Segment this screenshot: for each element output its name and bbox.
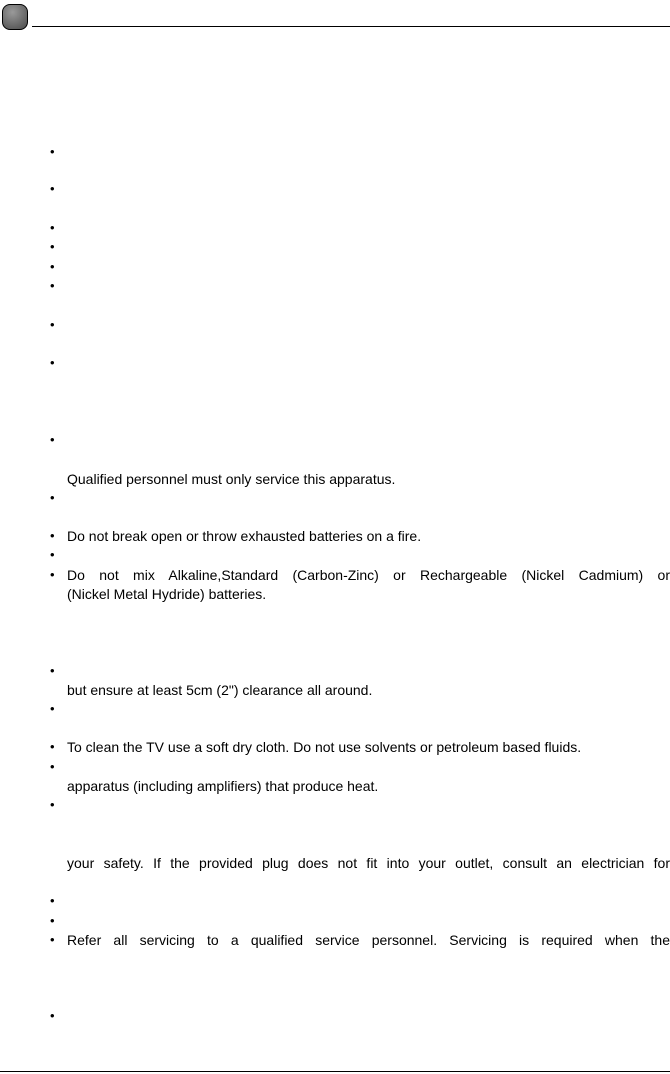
page-corner-icon bbox=[2, 4, 28, 30]
text-line bbox=[0, 777, 670, 795]
bullet: • bbox=[50, 1008, 55, 1023]
bullet: • bbox=[50, 759, 55, 774]
text-line bbox=[0, 854, 670, 872]
bullet: • bbox=[50, 547, 55, 562]
bullet: • bbox=[50, 701, 55, 716]
list-item bbox=[0, 354, 670, 372]
list-item bbox=[0, 892, 670, 910]
list-item bbox=[0, 258, 670, 276]
batteries-mix-text: Do not mix Alkaline,Standard (Carbon-Zinc) or Rechargeable (Nickel Cadmium) or bbox=[67, 567, 670, 583]
header-rule bbox=[32, 26, 670, 27]
text-line bbox=[0, 470, 670, 488]
bullet: • bbox=[50, 355, 55, 370]
qualified-personnel-text: Qualified personnel must only service this apparatus. bbox=[67, 471, 396, 487]
bullet: • bbox=[50, 528, 55, 543]
list-item bbox=[0, 219, 670, 237]
list-item bbox=[0, 316, 670, 334]
bullet: • bbox=[50, 259, 55, 274]
bullet: • bbox=[50, 663, 55, 678]
heat-apparatus-text: apparatus (including amplifiers) that produce heat. bbox=[67, 778, 379, 794]
bullet: • bbox=[50, 432, 55, 447]
list-item bbox=[0, 662, 670, 680]
list-item bbox=[0, 238, 670, 256]
bullet: • bbox=[50, 913, 55, 928]
bullet: • bbox=[50, 181, 55, 196]
batteries-mix-text-cont: (Nickel Metal Hydride) batteries. bbox=[67, 586, 267, 602]
batteries-fire-text: Do not break open or throw exhausted batteries on a fire. bbox=[67, 528, 422, 544]
bullet: • bbox=[50, 567, 55, 582]
bullet: • bbox=[50, 739, 55, 754]
bullet: • bbox=[50, 239, 55, 254]
list-item bbox=[0, 489, 670, 507]
bullet: • bbox=[50, 278, 55, 293]
text-line bbox=[0, 681, 670, 699]
list-item bbox=[0, 143, 670, 161]
bullet: • bbox=[50, 220, 55, 235]
list-item bbox=[0, 180, 670, 198]
bullet: • bbox=[50, 893, 55, 908]
bullet: • bbox=[50, 797, 55, 812]
bullet: • bbox=[50, 144, 55, 159]
list-item bbox=[0, 277, 670, 295]
list-item bbox=[0, 931, 670, 949]
bullet: • bbox=[50, 490, 55, 505]
servicing-text: Refer all servicing to a qualified service personnel. Servicing is required when the bbox=[67, 932, 670, 948]
footer-rule bbox=[0, 1071, 670, 1072]
bullet: • bbox=[50, 317, 55, 332]
plug-safety-text: your safety. If the provided plug does not fit into your outlet, consult an electrician for bbox=[67, 855, 670, 871]
clean-tv-text: To clean the TV use a soft dry cloth. Do not use solvents or petroleum based fluids. bbox=[67, 739, 582, 755]
bullet: • bbox=[50, 932, 55, 947]
list-item bbox=[0, 912, 670, 930]
list-item bbox=[0, 738, 670, 756]
list-item bbox=[0, 1007, 670, 1025]
list-item bbox=[0, 566, 670, 584]
clearance-text: but ensure at least 5cm (2") clearance all around. bbox=[67, 682, 373, 698]
list-item bbox=[0, 546, 670, 564]
list-item bbox=[0, 758, 670, 776]
list-item bbox=[0, 796, 670, 814]
text-line bbox=[0, 585, 670, 603]
list-item bbox=[0, 431, 670, 449]
list-item bbox=[0, 700, 670, 718]
list-item bbox=[0, 527, 670, 545]
